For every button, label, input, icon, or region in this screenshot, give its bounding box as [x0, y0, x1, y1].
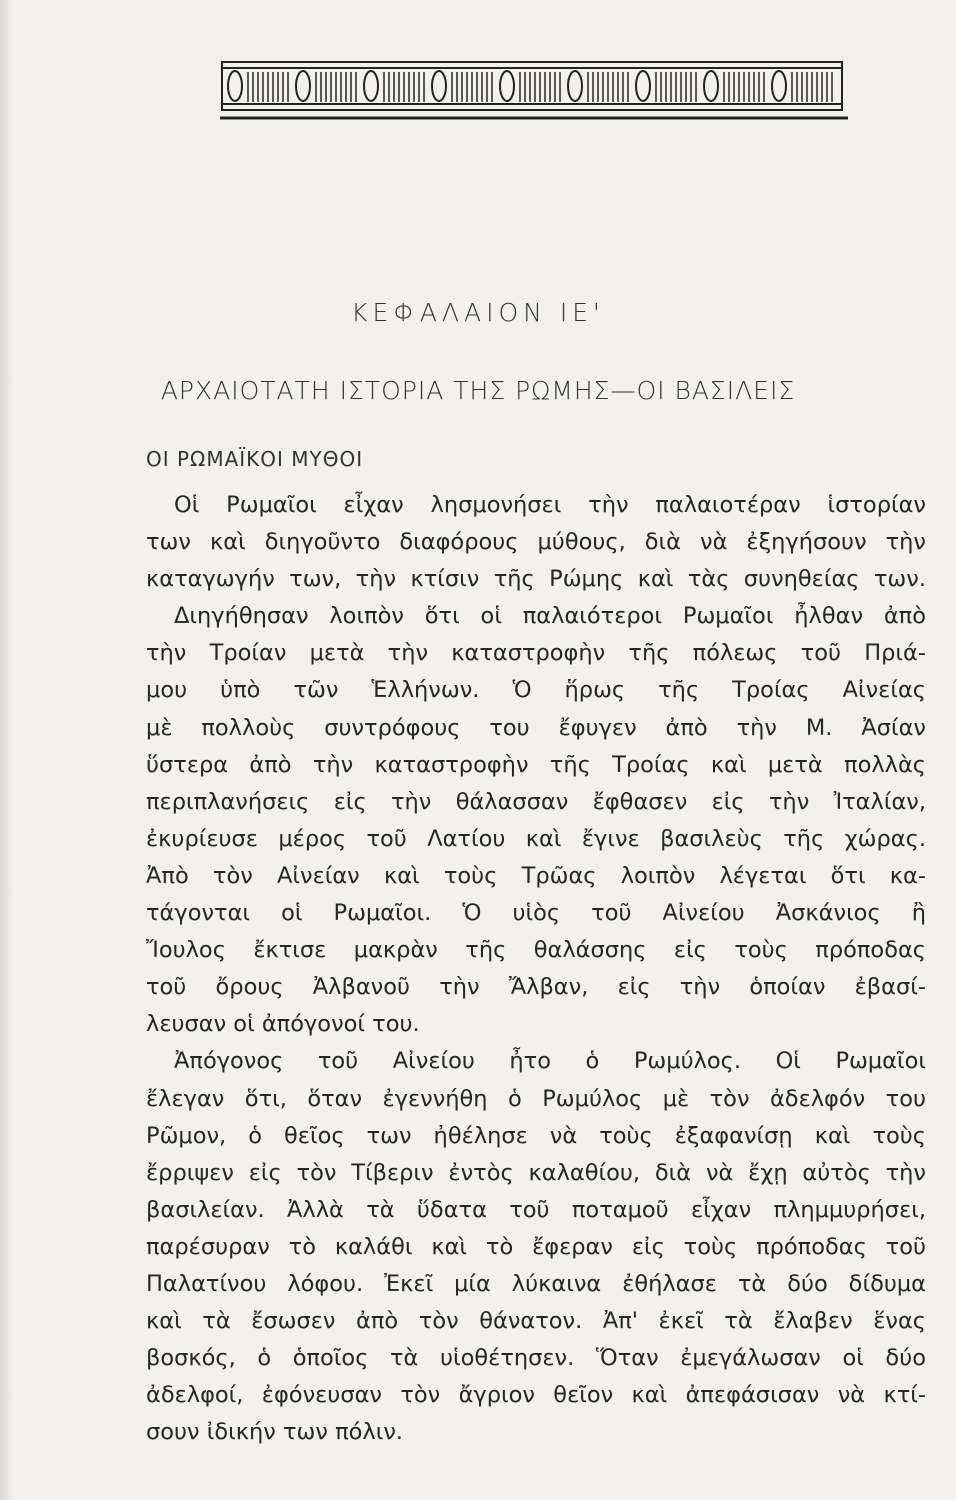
text-line: παρέσυραν τὸ καλάθι καὶ τὸ ἔφεραν εἰς τοὺς πρόποδας τοῦ — [146, 1233, 926, 1260]
frieze-medallion — [364, 71, 378, 101]
text-line: των καὶ διηγοῦντο διαφόρους μύθους, διὰ νὰ ἐξηγήσουν τὴν — [146, 529, 926, 556]
frieze-medallion — [296, 71, 310, 101]
text-line: περιπλανήσεις εἰς τὴν θάλασσαν ἔφθασεν εἰς τὴν Ἰταλίαν, — [146, 788, 926, 815]
text-line: Ρῶμον, ὁ θεῖος των ἠθέλησε νὰ τοὺς ἐξαφανίσῃ καὶ τοὺς — [146, 1122, 926, 1149]
text-line: μου ὑπὸ τῶν Ἑλλήνων. Ὁ ἥρως τῆς Τροίας Αἰνείας — [146, 677, 926, 704]
text-line: ἀδελφοί, ἐφόνευσαν τὸν ἄγριον θεῖον καὶ ἀπεφάσισαν νὰ κτί- — [146, 1382, 926, 1409]
text-line: Ἀπὸ τὸν Αἰνείαν καὶ τοὺς Τρῶας λοιπὸν λέγεται ὅτι κα- — [146, 862, 926, 889]
text-line: τὴν Τροίαν μετὰ τὴν καταστροφὴν τῆς πόλεως τοῦ Πριά- — [146, 640, 926, 667]
chapter-heading: ΚΕΦΑΛΑΙΟΝ ΙΕ' — [351, 298, 605, 327]
chapter-title: ΑΡΧΑΙΟΤΑΤΗ ΙΣΤΟΡΙΑ ΤΗΣ ΡΩΜΗΣ—ΟΙ ΒΑΣΙΛΕΙΣ — [160, 376, 796, 405]
text-line: Παλατίνου λόφου. Ἐκεῖ μία λύκαινα ἐθήλασε τὰ δύο δίδυμα — [146, 1270, 926, 1297]
text-line: μὲ πολλοὺς συντρόφους του ἔφυγεν ἀπὸ τὴν Μ. Ἀσίαν — [146, 714, 926, 741]
frieze-medallion — [704, 71, 718, 101]
text-line: τάγονται οἱ Ρωμαῖοι. Ὁ υἱὸς τοῦ Αἰνείου Ἀσκάνιος ἢ — [146, 900, 926, 927]
text-line: Οἱ Ρωμαῖοι εἶχαν λησμονήσει τὴν παλαιοτέραν ἱστορίαν — [174, 492, 926, 518]
frieze-units — [228, 71, 832, 102]
text-line: ἔρριψεν εἰς τὸν Τίβεριν ἐντὸς καλαθίου, διὰ νὰ ἔχῃ αὐτὸς τὴν — [146, 1159, 926, 1186]
section-heading: ΟΙ ΡΩΜΑΪΚΟΙ ΜΥΘΟΙ — [146, 447, 364, 471]
body-text — [146, 487, 926, 1451]
text-line: ἔλεγαν ὅτι, ὅταν ἐγεννήθη ὁ Ρωμύλος μὲ τὸν ἀδελφόν του — [146, 1085, 926, 1112]
frieze-medallion — [228, 71, 242, 101]
frieze-medallion — [772, 71, 786, 101]
text-line: Διηγήθησαν λοιπὸν ὅτι οἱ παλαιότεροι Ρωμαῖοι ἦλθαν ἀπὸ — [174, 603, 926, 630]
frieze-medallion — [500, 71, 514, 101]
text-line: σουν ἰδικήν των πόλιν. — [146, 1419, 404, 1446]
text-line: Ἀπόγονος τοῦ Αἰνείου ἦτο ὁ Ρωμύλος. Οἱ Ρωμαῖοι — [174, 1048, 926, 1075]
text-line: ἐκυρίευσε μέρος τοῦ Λατίου καὶ ἔγινε βασιλεὺς τῆς χώρας. — [146, 825, 926, 852]
frieze-medallion — [636, 71, 650, 101]
frieze-medallion — [568, 71, 582, 101]
text-line: ὕστερα ἀπὸ τὴν καταστροφὴν τῆς Τροίας καὶ μετὰ πολλὰς — [146, 751, 926, 778]
text-line: καταγωγήν των, τὴν κτίσιν τῆς Ρώμης καὶ τὰς συνηθείας των. — [146, 566, 926, 593]
text-line: βασιλείαν. Ἀλλὰ τὰ ὕδατα τοῦ ποταμοῦ εἶχαν πλημμυρήσει, — [146, 1196, 926, 1223]
text-line: τοῦ ὄρους Ἀλβανοῦ τὴν Ἄλβαν, εἰς τὴν ὁποίαν ἐβασί- — [146, 974, 926, 1001]
text-line: βοσκός, ὁ ὁποῖος τὰ υἱοθέτησεν. Ὅταν ἐμεγάλωσαν οἱ δύο — [146, 1345, 926, 1372]
text-line: Ἴουλος ἔκτισε μακρὰν τῆς θαλάσσης εἰς τοὺς πρόποδας — [146, 937, 926, 964]
greek-frieze-ornament — [220, 60, 848, 132]
page-edge — [0, 0, 14, 1500]
text-line: λευσαν οἱ ἀπόγονοί του. — [146, 1011, 420, 1038]
frieze-medallion — [432, 71, 446, 101]
text-line: καὶ τὰ ἔσωσεν ἀπὸ τὸν θάνατον. Ἀπ' ἐκεῖ τὰ ἔλαβεν ἕνας — [146, 1308, 926, 1335]
